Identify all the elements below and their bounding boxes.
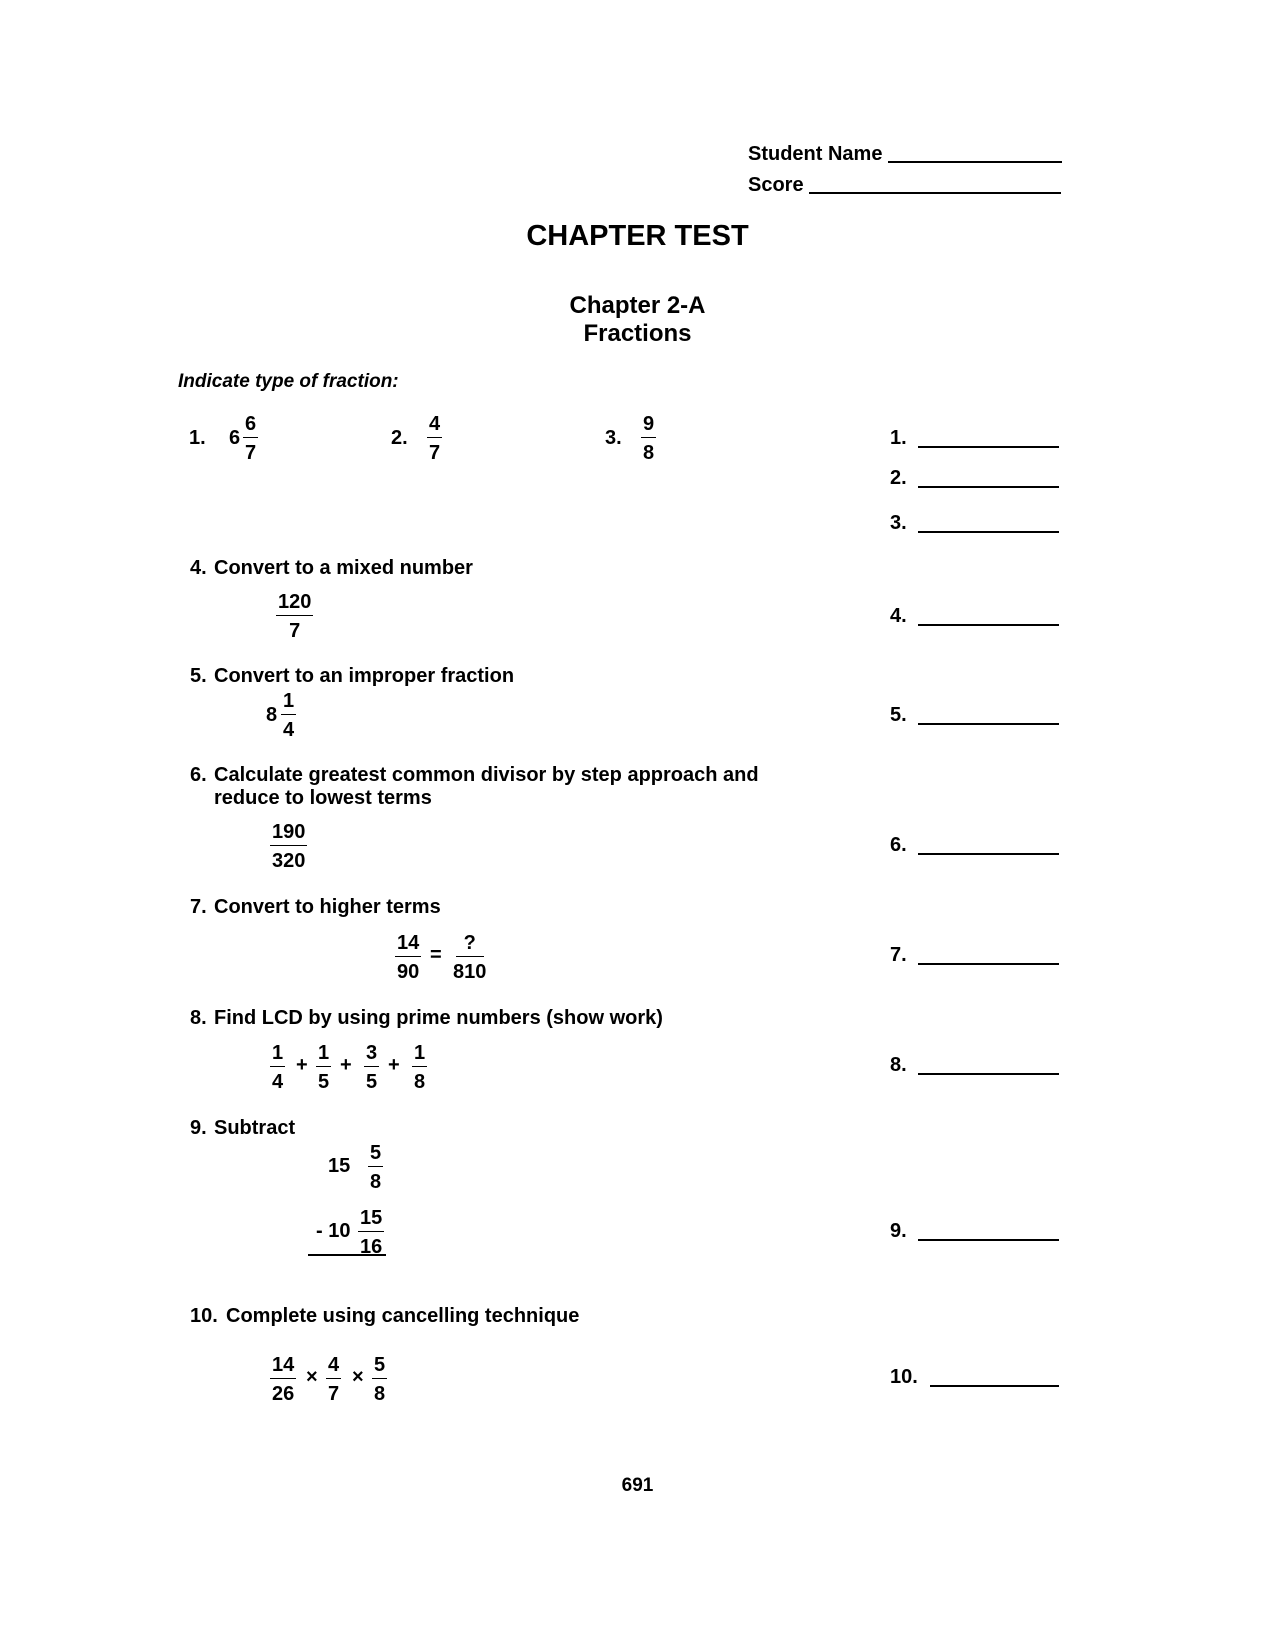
question-5-whole: 8: [266, 704, 278, 726]
denominator: 320: [272, 850, 306, 872]
question-8-fraction-2: [316, 1043, 331, 1092]
score-field[interactable]: [809, 192, 1061, 194]
question-9-number: 9.: [190, 1117, 207, 1139]
denominator: 7: [429, 442, 441, 464]
answer-line-7[interactable]: [918, 963, 1059, 965]
question-9-bottom-whole: - 10: [316, 1220, 351, 1242]
numerator: 5: [372, 1355, 387, 1379]
denominator: 5: [366, 1071, 378, 1093]
question-10-fraction-2: [326, 1355, 341, 1404]
topic-title: Fractions: [583, 320, 692, 347]
equals-sign: =: [430, 944, 442, 966]
question-7-right-fraction: [451, 933, 488, 982]
question-8-number: 8.: [190, 1007, 207, 1029]
answer-line-1[interactable]: [918, 446, 1059, 448]
denominator: 8: [370, 1171, 382, 1193]
answer-label-2: 2.: [890, 467, 907, 489]
answer-line-8[interactable]: [918, 1073, 1059, 1075]
plus-sign: +: [340, 1054, 352, 1076]
answer-label-1: 1.: [890, 427, 907, 449]
numerator: 1: [281, 691, 296, 715]
question-4-text: Convert to a mixed number: [214, 557, 473, 579]
question-8-fraction-4: [412, 1043, 427, 1092]
problem-2-number: 2.: [391, 427, 408, 449]
answer-label-6: 6.: [890, 834, 907, 856]
student-name-row: [748, 144, 1062, 164]
numerator: 1: [412, 1043, 427, 1067]
student-name-label: Student Name: [748, 143, 883, 165]
question-10-fraction-3: [372, 1355, 387, 1404]
denominator: 26: [272, 1383, 295, 1405]
question-4-number: 4.: [190, 557, 207, 579]
question-10-fraction-1: [270, 1355, 296, 1404]
question-9-top-whole: 15: [328, 1155, 351, 1177]
problem-3-fraction: [641, 414, 656, 463]
numerator: 14: [395, 933, 421, 957]
question-8-fraction-1: [270, 1043, 285, 1092]
denominator: 7: [245, 442, 257, 464]
numerator: 190: [270, 822, 307, 846]
times-sign: ×: [352, 1366, 364, 1388]
answer-line-4[interactable]: [918, 624, 1059, 626]
denominator: 8: [414, 1071, 426, 1093]
denominator: 8: [643, 442, 655, 464]
question-6-number: 6.: [190, 764, 207, 786]
answer-label-10: 10.: [890, 1366, 918, 1388]
question-5-fraction: [281, 691, 296, 740]
answer-line-5[interactable]: [918, 723, 1059, 725]
question-7-left-fraction: [395, 933, 421, 982]
question-5-text: Convert to an improper fraction: [214, 665, 515, 687]
page-number: 691: [621, 1475, 654, 1496]
question-6-text-line-2: reduce to lowest terms: [214, 787, 432, 809]
student-name-field[interactable]: [888, 161, 1062, 163]
answer-line-2[interactable]: [918, 486, 1059, 488]
question-10-text: Complete using cancelling technique: [226, 1305, 580, 1327]
numerator: ?: [456, 933, 484, 957]
numerator: 120: [276, 592, 313, 616]
problem-1-number: 1.: [189, 427, 206, 449]
problem-1-fraction: [243, 414, 258, 463]
score-row: [748, 175, 1061, 195]
answer-line-6[interactable]: [918, 853, 1059, 855]
plus-sign: +: [296, 1054, 308, 1076]
denominator: 4: [272, 1071, 284, 1093]
answer-label-3: 3.: [890, 512, 907, 534]
question-5-number: 5.: [190, 665, 207, 687]
question-10-number: 10.: [190, 1305, 218, 1327]
answer-line-10[interactable]: [930, 1385, 1059, 1387]
problem-3-number: 3.: [605, 427, 622, 449]
page-title: CHAPTER TEST: [526, 220, 749, 252]
numerator: 5: [368, 1143, 383, 1167]
denominator: 7: [289, 620, 301, 642]
numerator: 3: [364, 1043, 379, 1067]
numerator: 1: [270, 1043, 285, 1067]
numerator: 6: [243, 414, 258, 438]
numerator: 4: [427, 414, 442, 438]
question-9-top-fraction: [368, 1143, 383, 1192]
question-9-bottom-fraction: [358, 1208, 384, 1257]
numerator: 4: [326, 1355, 341, 1379]
problem-2-fraction: [427, 414, 442, 463]
question-7-number: 7.: [190, 896, 207, 918]
answer-line-3[interactable]: [918, 531, 1059, 533]
numerator: 15: [358, 1208, 384, 1232]
answer-label-4: 4.: [890, 605, 907, 627]
numerator: 1: [316, 1043, 331, 1067]
denominator: 90: [397, 961, 420, 983]
question-8-text: Find LCD by using prime numbers (show work): [214, 1007, 663, 1029]
question-6-fraction: [270, 822, 307, 871]
chapter-title: Chapter 2-A: [569, 292, 706, 319]
question-6-text-line-1: Calculate greatest common divisor by step approach and: [214, 764, 759, 786]
numerator: 14: [270, 1355, 296, 1379]
denominator: 8: [374, 1383, 386, 1405]
instruction: Indicate type of fraction:: [178, 371, 399, 392]
denominator: 7: [328, 1383, 340, 1405]
numerator: 9: [641, 414, 656, 438]
denominator: 4: [283, 719, 295, 741]
question-4-fraction: [276, 592, 313, 641]
denominator: 16: [360, 1236, 383, 1258]
question-8-fraction-3: [364, 1043, 379, 1092]
denominator: 810: [453, 961, 487, 983]
times-sign: ×: [306, 1366, 318, 1388]
answer-label-5: 5.: [890, 704, 907, 726]
question-9-text: Subtract: [214, 1117, 296, 1139]
answer-label-7: 7.: [890, 944, 907, 966]
score-label: Score: [748, 174, 804, 196]
question-7-text: Convert to higher terms: [214, 896, 441, 918]
answer-label-8: 8.: [890, 1054, 907, 1076]
plus-sign: +: [388, 1054, 400, 1076]
problem-1-whole: 6: [229, 427, 241, 449]
answer-line-9[interactable]: [918, 1239, 1059, 1241]
subtraction-rule: [308, 1254, 386, 1256]
denominator: 5: [318, 1071, 330, 1093]
answer-label-9: 9.: [890, 1220, 907, 1242]
